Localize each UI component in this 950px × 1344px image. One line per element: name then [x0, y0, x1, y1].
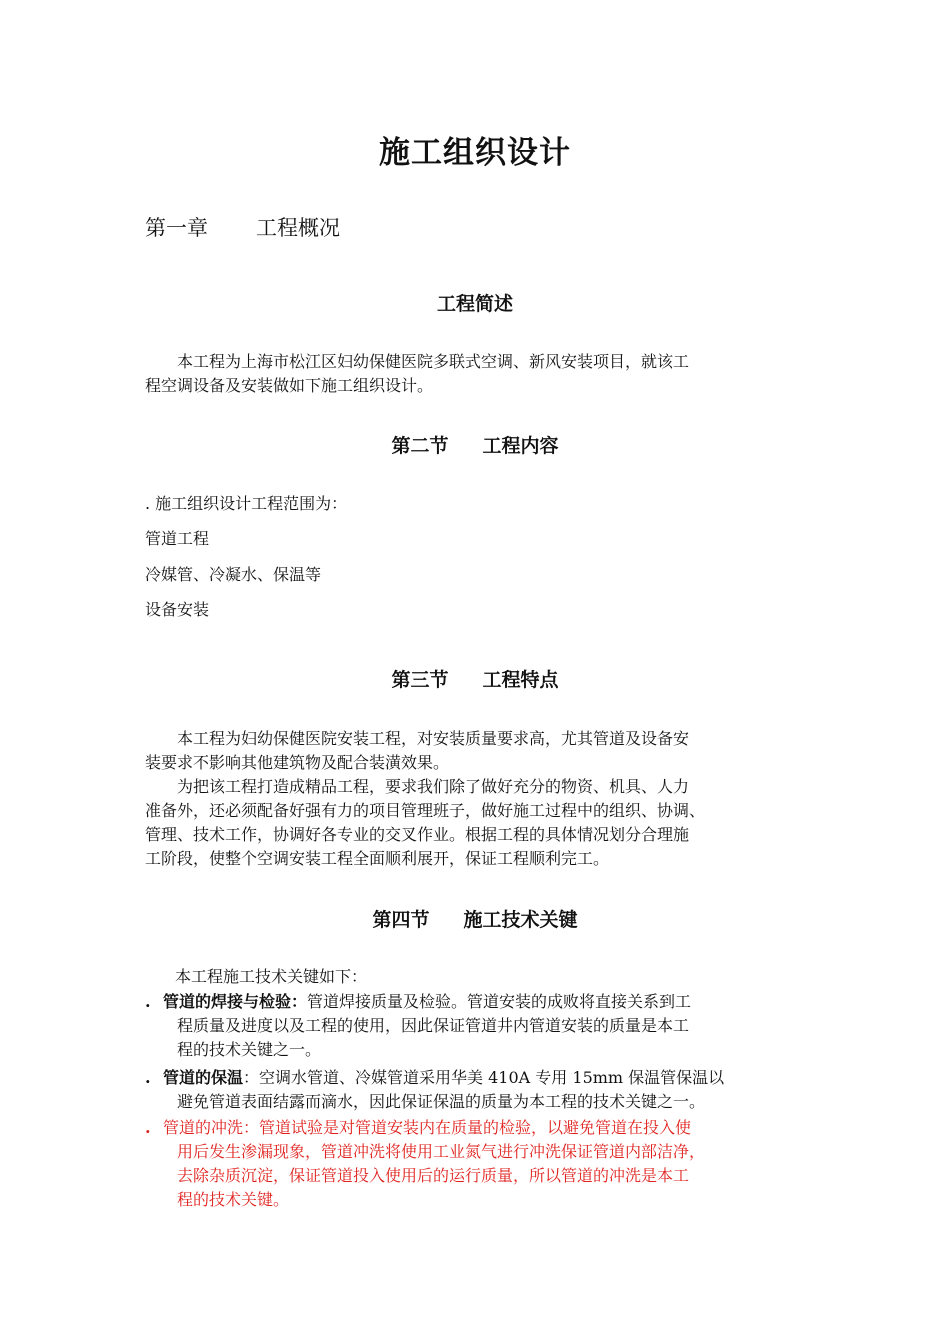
label-suffix: ： — [243, 1068, 260, 1087]
section-number: 第四节 — [372, 909, 430, 931]
chapter-number: 第一章 — [145, 216, 208, 240]
key-tech-item-flushing — [145, 1116, 815, 1212]
overview-paragraph — [145, 350, 815, 398]
section-heading-features — [0, 666, 950, 694]
scope-item: 冷媒管、冷凝水、保温等 — [145, 565, 322, 584]
section-number: 第三节 — [391, 669, 449, 691]
section-heading-content — [0, 432, 950, 460]
section-number: 第二节 — [391, 435, 449, 457]
section-heading-overview — [0, 290, 950, 318]
text-line: 用后发生渗漏现象，管道冲洗将使用工业氮气进行冲洗保证管道内部洁净， — [177, 1142, 706, 1161]
text-line: 装要求不影响其他建筑物及配合装潢效果。 — [145, 753, 450, 772]
document-title: 施工组织设计 — [379, 135, 571, 171]
bullet-mark: . — [145, 1068, 151, 1087]
text-line: 管理、技术工作，协调好各专业的交叉作业。根据工程的具体情况划分合理施 — [145, 825, 690, 844]
features-paragraph-1 — [145, 727, 815, 775]
text-line: 程的技术关键之一。 — [177, 1040, 322, 1059]
section-heading-key-tech — [0, 906, 950, 934]
key-tech-item-welding — [145, 990, 815, 1062]
item-label: 管道的焊接与检验： — [163, 992, 308, 1011]
text-line: 去除杂质沉淀，保证管道投入使用后的运行质量，所以管道的冲洗是本工 — [177, 1166, 690, 1185]
bullet-mark: . — [145, 1118, 151, 1137]
bullet-mark: . — [145, 992, 151, 1011]
scope-item: 设备安装 — [145, 600, 210, 619]
item-label: 管道的保温 — [163, 1068, 244, 1087]
text-line: 工阶段，使整个空调安装工程全面顺利展开，保证工程顺利完工。 — [145, 849, 610, 868]
section-name: 工程特点 — [482, 669, 559, 691]
text-line: 管道焊接质量及检验。管道安装的成败将直接关系到工 — [307, 992, 692, 1011]
text-line: 本工程为上海市松江区妇幼保健医院多联式空调、新风安装项目，就该工 — [145, 352, 690, 371]
scope-intro: . 施工组织设计工程范围为： — [145, 494, 348, 513]
text-line: 本工程为妇幼保健医院安装工程，对安装质量要求高，尤其管道及设备安 — [145, 729, 690, 748]
text-line: 避免管道表面结露而滴水，因此保证保温的质量为本工程的技术关键之一。 — [177, 1092, 706, 1111]
item-label: 管道的冲洗： — [163, 1118, 260, 1137]
key-tech-intro: 本工程施工技术关键如下： — [175, 967, 368, 986]
text-line: 准备外，还必须配备好强有力的项目管理班子，做好施工过程中的组织、协调、 — [145, 801, 706, 820]
text-line: 程质量及进度以及工程的使用，因此保证管道井内管道安装的质量是本工 — [177, 1016, 690, 1035]
chapter-heading — [145, 213, 340, 243]
text-line: 程的技术关键。 — [177, 1190, 290, 1209]
text-line: 为把该工程打造成精品工程，要求我们除了做好充分的物资、机具、人力 — [145, 777, 690, 796]
section-name: 工程内容 — [482, 435, 559, 457]
chapter-name: 工程概况 — [256, 216, 340, 240]
scope-item: 管道工程 — [145, 529, 210, 548]
section-name: 施工技术关键 — [463, 909, 578, 931]
section-title: 工程简述 — [436, 293, 513, 315]
text-line: 管道试验是对管道安装内在质量的检验，以避免管道在投入使 — [259, 1118, 692, 1137]
text-line: 空调水管道、冷媒管道采用华美 410A 专用 15mm 保温管保温以 — [259, 1068, 725, 1087]
key-tech-item-insulation — [145, 1066, 815, 1114]
text-line: 程空调设备及安装做如下施工组织设计。 — [145, 376, 434, 395]
features-paragraph-2 — [145, 775, 815, 871]
